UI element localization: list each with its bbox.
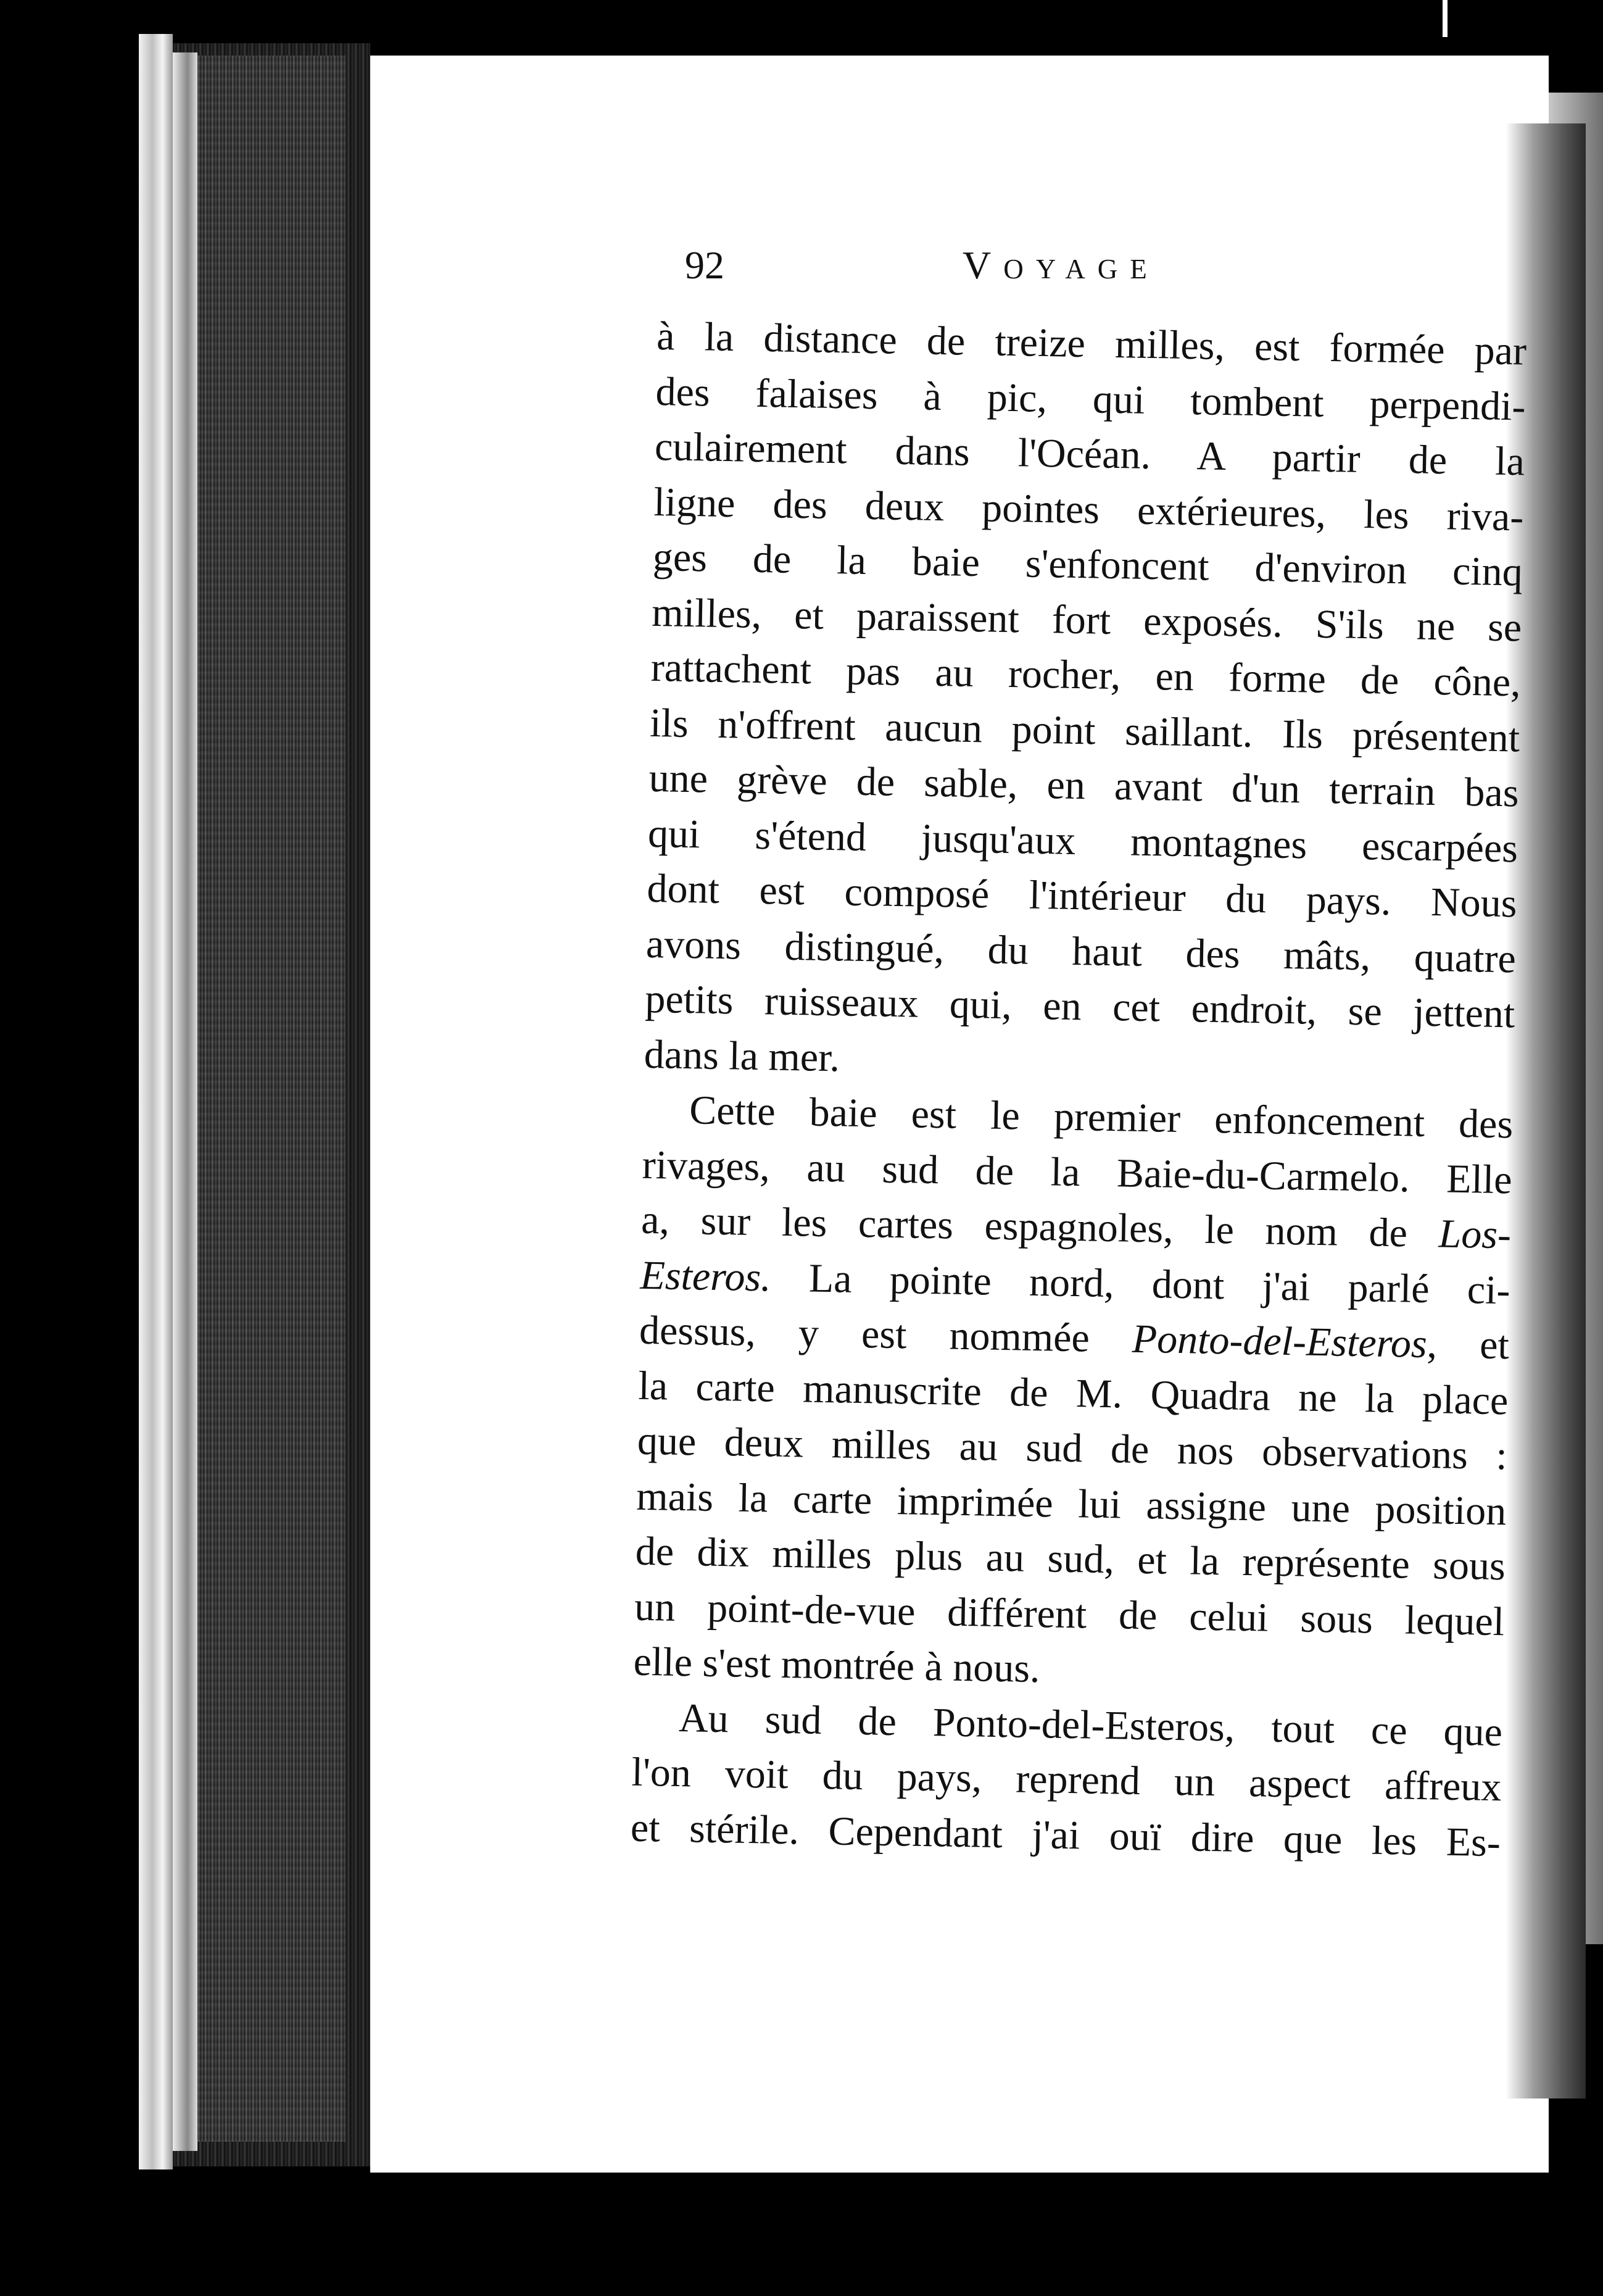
- text-line: un point-de-vue différent de celui sous lequel: [634, 1584, 1505, 1644]
- text-run: La pointe nord, dont j'ai parlé ci-: [771, 1254, 1511, 1313]
- text-line: l'on voit du pays, reprend un aspect affreux: [631, 1749, 1502, 1810]
- text-run: , et: [1427, 1321, 1510, 1368]
- text-run: dessus, y est nommée: [639, 1307, 1133, 1362]
- text-line: une grève de sable, en avant d'un terrain bas: [648, 755, 1520, 816]
- text-line: rattachent pas au rocher, en forme de cône,: [650, 644, 1522, 705]
- italic-place-name: Esteros.: [640, 1252, 772, 1300]
- text-line: des falaises à pic, qui tombent perpendi-: [655, 368, 1526, 430]
- text-line: ils n'offrent aucun point saillant. Ils présentent: [649, 700, 1520, 761]
- text-line: petits ruisseaux qui, en cet endroit, se jettent: [644, 976, 1515, 1037]
- text-line: mais la carte imprimée lui assigne une position: [636, 1473, 1507, 1534]
- page-edge-left-inner: [173, 52, 197, 2151]
- paragraph-first-line: Au sud de Ponto-del-Esteros, tout ce que: [678, 1695, 1503, 1755]
- text-line: ges de la baie s'enfoncent d'environ cinq: [652, 534, 1523, 595]
- text-line: rivages, au sud de la Baie-du-Carmelo. Elle: [642, 1142, 1513, 1202]
- italic-place-name: Ponto-del-Esteros: [1132, 1316, 1428, 1367]
- italic-place-name: Los-: [1438, 1211, 1512, 1258]
- page-header: [685, 238, 1302, 293]
- text-line: milles, et paraissent fort exposés. S'ils ne se: [651, 589, 1522, 651]
- text-line: culairement dans l'Océan. A partir de la: [654, 423, 1525, 485]
- text-line: dont est composé l'intérieur du pays. Nous: [646, 865, 1518, 926]
- text-line: et stérile. Cependant j'ai ouï dire que les Es-: [630, 1805, 1501, 1865]
- running-head: Voyage: [963, 243, 1159, 287]
- text-line: avons distingué, du haut des mâts, quatre: [645, 921, 1517, 981]
- page-number: 92: [685, 243, 724, 287]
- text-line: à la distance de treize milles, est formée par: [656, 313, 1527, 374]
- text-line: ligne des deux pointes extérieures, les riva-: [653, 479, 1524, 540]
- gutter-shadow: [197, 56, 346, 2142]
- paragraph-first-line: Cette baie est le premier enfoncement des: [689, 1088, 1514, 1147]
- text-line: de dix milles plus au sud, et la représente sous: [635, 1528, 1506, 1589]
- body-text: [630, 309, 1527, 1870]
- scan-mark: [1443, 0, 1448, 37]
- text-line: elle s'est montrée à nous.: [633, 1639, 1041, 1692]
- text-line: qui s'étend jusqu'aux montagnes escarpées: [647, 810, 1518, 871]
- text-line: que deux milles au sud de nos observations :: [637, 1418, 1508, 1479]
- page-edge-left: [139, 34, 173, 2169]
- text-line: dans la mer.: [644, 1031, 840, 1080]
- text-line: la carte manuscrite de M. Quadra ne la place: [637, 1363, 1509, 1423]
- text-run: a, sur les cartes espagnoles, le nom de: [640, 1197, 1439, 1257]
